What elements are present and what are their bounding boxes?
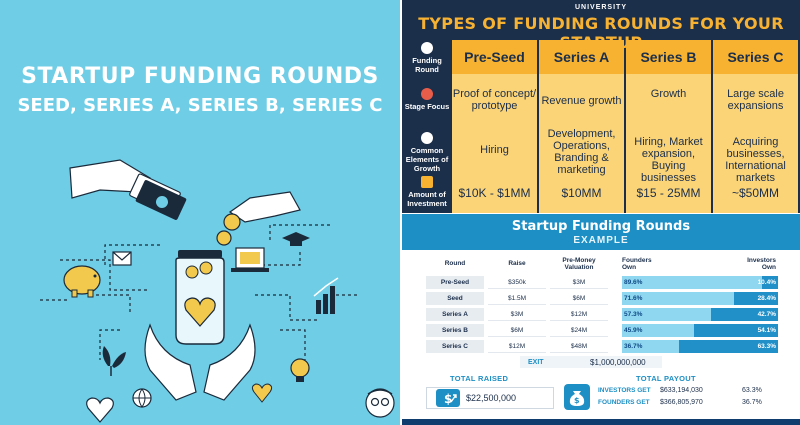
round-name-cell: Seed [426, 292, 484, 305]
row-label-funding-round: Funding Round [404, 42, 450, 74]
globe-icon [133, 389, 151, 407]
care-icon [252, 384, 271, 402]
funding-types-title: TYPES OF FUNDING ROUNDS FOR YOUR [418, 14, 784, 33]
total-payout-label: TOTAL PAYOUT [636, 374, 696, 383]
column-series-c [713, 40, 798, 213]
growth-icon [421, 132, 433, 144]
lightbulb-icon [291, 359, 309, 382]
founders-get-label: FOUNDERS GET [598, 399, 650, 406]
investors-own-value: 54.1% [757, 327, 776, 334]
round-name-cell: Pre-Seed [426, 276, 484, 289]
university-logo: UNIVERSITY [574, 4, 627, 11]
example-subtitle: EXAMPLE [573, 235, 629, 246]
valuation-cell: $12M [550, 308, 608, 321]
funding-illustration [0, 130, 400, 425]
stage-focus-cell: Revenue growth [541, 95, 622, 107]
valuation-cell: $48M [550, 340, 608, 353]
raise-cell: $6M [488, 324, 546, 337]
funding-example-panel [402, 214, 800, 425]
growth-elements-cell: Development, Operations, Branding & marketing [547, 128, 616, 176]
example-title: Startup Funding Rounds [511, 219, 691, 234]
header-investors-own: Investors Own [747, 257, 776, 271]
founders-get-percent: 36.7% [742, 399, 762, 406]
stage-focus-cell: Large scale expansions [727, 88, 784, 112]
exit-value: $1,000,000,000 [590, 357, 646, 367]
investment-amount-cell: $10K - $1MM [458, 186, 531, 200]
column-series-a [539, 40, 624, 213]
money-bag-icon [564, 384, 590, 410]
svg-text:$: $ [444, 392, 453, 406]
round-name-cell: Series B [426, 324, 484, 337]
valuation-cell: $6M [550, 292, 608, 305]
target-icon [421, 88, 433, 100]
total-raised-value: $22,500,000 [466, 393, 517, 403]
left-title-line1: STARTUP FUNDING ROUNDS [21, 64, 379, 89]
column-series-b [626, 40, 711, 213]
growth-chart-icon [314, 278, 338, 314]
hand-with-cash-icon [70, 160, 187, 221]
valuation-cell: $24M [550, 324, 608, 337]
investment-amount-cell: ~$50MM [731, 186, 780, 200]
raise-cell: $3M [488, 308, 546, 321]
money-icon [421, 176, 433, 188]
raise-cell: $1.5M [488, 292, 546, 305]
graduation-cap-icon [282, 232, 310, 246]
header-founders-own: Founders Own [622, 257, 652, 271]
column-header: Series C [713, 40, 798, 74]
brand-mascot-logo [366, 389, 394, 417]
svg-text:$: $ [574, 396, 580, 405]
founders-get-value: $366,805,970 [660, 399, 703, 406]
header-round: Round [444, 260, 466, 267]
row-label-growth-elements: Common Elements of Growth [404, 132, 450, 173]
investment-amount-cell: $10MM [561, 186, 602, 200]
raise-cell: $350k [488, 276, 546, 289]
founders-own-value: 36.7% [624, 343, 643, 350]
mail-icon [113, 252, 131, 265]
growth-elements-cell: Hiring, Market expansion, Buying businesses [634, 136, 703, 184]
investors-own-value: 63.3% [757, 343, 776, 350]
total-raised-label: TOTAL RAISED [450, 374, 509, 383]
investors-get-label: INVESTORS GET [598, 387, 651, 394]
column-header: Series B [626, 40, 711, 74]
column-header: Pre-Seed [452, 40, 537, 74]
founders-own-value: 71.6% [624, 295, 643, 302]
exit-label: EXIT [528, 358, 544, 366]
column-header: Series A [539, 40, 624, 74]
dollar-growth-icon [436, 389, 460, 407]
growth-elements-cell: Hiring [480, 144, 509, 156]
round-name-cell: Series A [426, 308, 484, 321]
laptop-icon [231, 248, 269, 272]
header-valuation: Pre-Money Valuation [562, 257, 596, 271]
founders-own-value: 89.6% [624, 279, 643, 286]
row-label-stage-focus: Stage Focus [404, 88, 450, 111]
column-pre-seed [452, 40, 537, 213]
investors-own-value: 10.4% [757, 279, 776, 286]
stage-focus-cell: Proof of concept/ prototype [452, 88, 537, 112]
piggy-bank-icon [64, 266, 100, 297]
investors-get-value: $633,194,030 [660, 387, 703, 394]
stage-focus-cell: Growth [650, 88, 687, 100]
investors-own-value: 28.4% [757, 295, 776, 302]
donation-jar-icon [176, 250, 224, 344]
round-name-cell: Series C [426, 340, 484, 353]
row-label-investment-amount: Amount of Investment [404, 176, 450, 208]
footer-band [402, 419, 800, 425]
investment-amount-cell: $15 - 25MM [636, 186, 701, 200]
paw-heart-icon [87, 398, 114, 422]
investors-get-percent: 63.3% [742, 387, 762, 394]
clock-icon [421, 42, 433, 54]
valuation-cell: $3M [550, 276, 608, 289]
investors-own-value: 42.7% [757, 311, 776, 318]
funding-types-panel [402, 0, 800, 213]
raise-cell: $12M [488, 340, 546, 353]
founders-own-value: 45.9% [624, 327, 643, 334]
plant-icon [103, 346, 126, 376]
left-title-line2: SEED, SERIES A, SERIES B, SERIES C [17, 95, 383, 116]
header-raise: Raise [508, 260, 526, 267]
growth-elements-cell: Acquiring businesses, International markets [725, 136, 786, 184]
founders-own-value: 57.3% [624, 311, 643, 318]
